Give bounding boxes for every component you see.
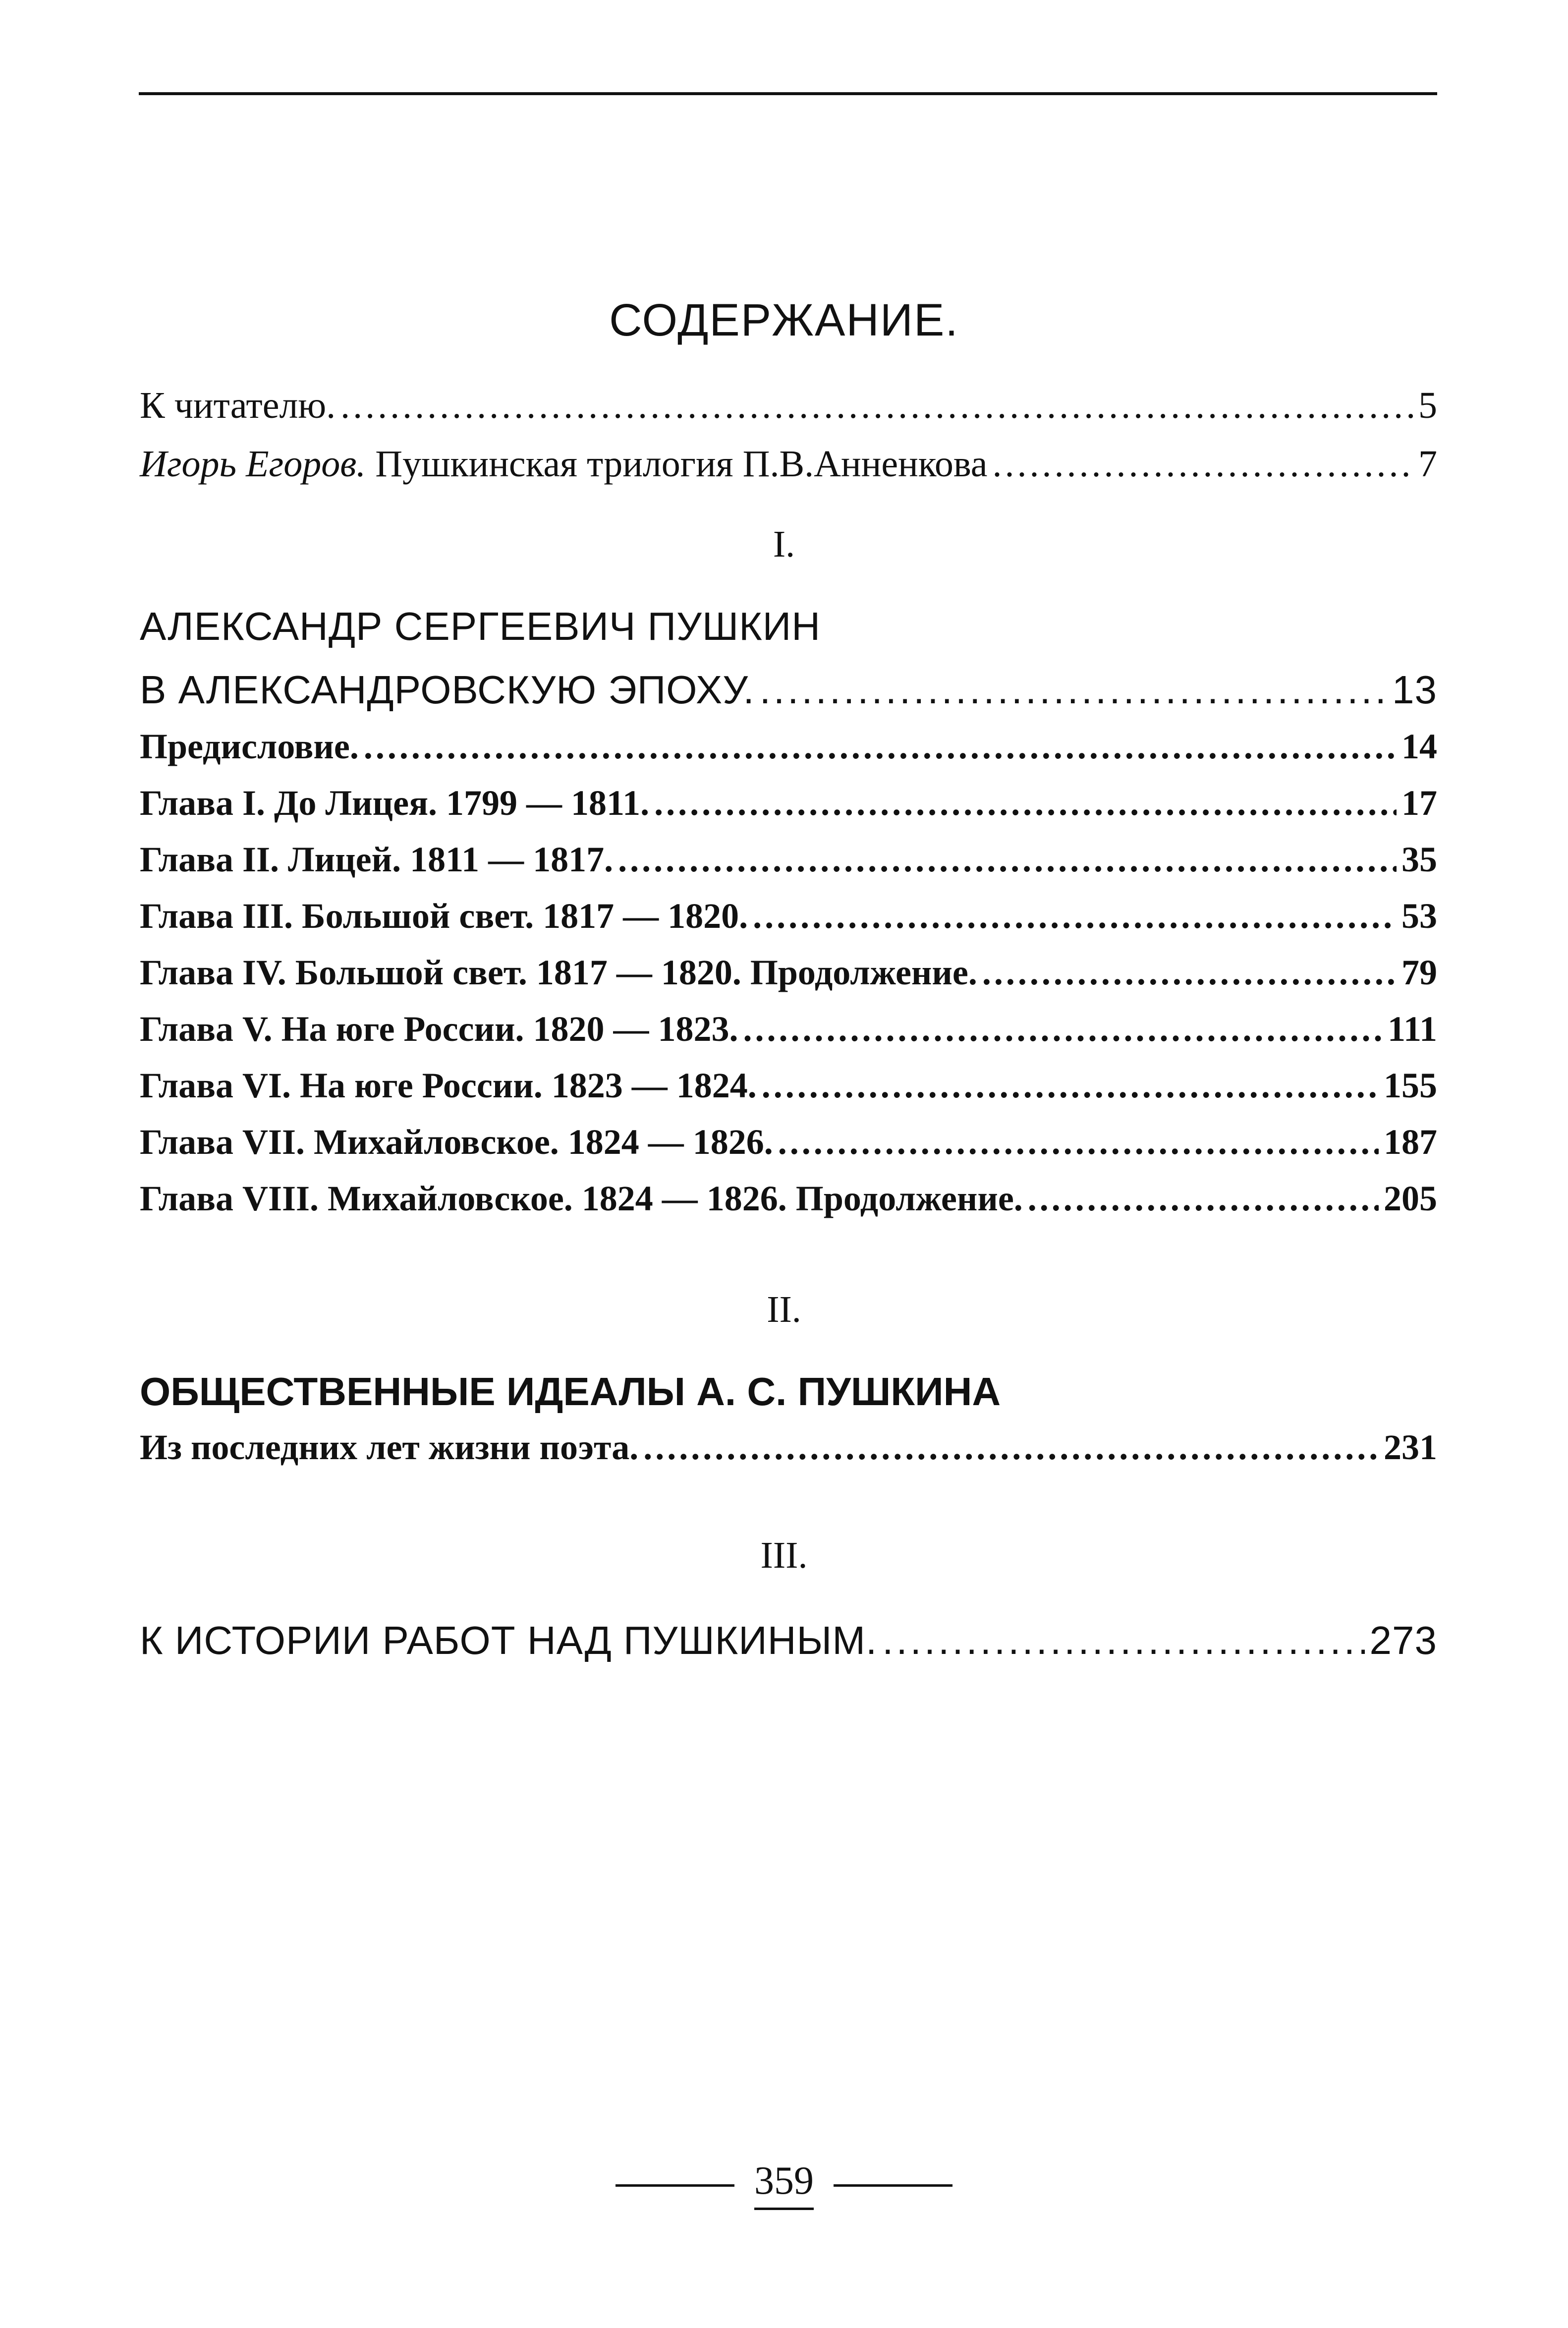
toc-entry-label	[140, 445, 987, 483]
dot-leader	[982, 955, 1397, 990]
part-heading-3	[140, 1618, 1437, 1662]
toc-entry-page: 205	[1384, 1179, 1437, 1218]
toc-entry-chapter-8	[140, 1181, 1437, 1216]
toc-entry-page: 155	[1384, 1066, 1437, 1105]
dot-leader	[643, 1429, 1379, 1465]
part-heading-1-line2	[140, 670, 1437, 710]
dot-leader	[760, 670, 1387, 710]
page-number: 359	[754, 2161, 814, 2210]
dot-leader	[762, 1068, 1379, 1103]
toc-entry-chapter-1	[140, 785, 1437, 821]
toc-entry-author: Игорь Егоров.	[140, 443, 366, 485]
toc-entry-label: К ИСТОРИИ РАБОТ НАД ПУШКИНЫМ.	[140, 1618, 878, 1662]
toc-entry-page: 231	[1384, 1427, 1437, 1467]
page-title: СОДЕРЖАНИЕ.	[609, 295, 959, 345]
toc-entry-page: 53	[1401, 896, 1437, 936]
toc-entry-page: 5	[1418, 385, 1437, 426]
dot-leader	[882, 1621, 1364, 1660]
toc-entry-label: Глава VII. Михайловское. 1824 — 1826.	[140, 1122, 773, 1162]
toc-entry-chapter-4	[140, 955, 1437, 990]
toc-entry-page: 14	[1401, 727, 1437, 766]
dot-leader	[753, 898, 1397, 934]
dot-leader	[1028, 1181, 1379, 1216]
toc-entry-label: Предисловие.	[140, 727, 359, 766]
toc-entry-title: Пушкинская трилогия П.В.Анненкова	[366, 443, 988, 485]
toc-entry-preface	[140, 729, 1437, 764]
page-footer	[0, 2161, 1568, 2210]
footer-rule-right	[834, 2184, 952, 2187]
toc-entry-label: Из последних лет жизни поэта.	[140, 1427, 639, 1467]
part-numeral-1: I.	[773, 523, 795, 565]
toc-entry-chapter-7	[140, 1124, 1437, 1160]
toc-entry-page: 35	[1401, 840, 1437, 879]
toc-entry-chapter-3	[140, 898, 1437, 934]
dot-leader	[743, 1011, 1382, 1047]
toc-entry-label: Глава VIII. Михайловское. 1824 — 1826. Продолжение.	[140, 1179, 1023, 1218]
part-numeral-2: II.	[767, 1289, 801, 1330]
toc-entry-label: Глава VI. На юге России. 1823 — 1824.	[140, 1066, 757, 1105]
toc-entry-last-years	[140, 1429, 1437, 1465]
toc-entry-page: 7	[1418, 443, 1437, 485]
dot-leader	[654, 785, 1397, 821]
part-heading-1-line1: АЛЕКСАНДР СЕРГЕЕВИЧ ПУШКИН	[140, 604, 821, 648]
toc-entry-label: Глава V. На юге России. 1820 — 1823.	[140, 1009, 738, 1049]
toc-entry-label: В АЛЕКСАНДРОВСКУЮ ЭПОХУ.	[140, 668, 755, 712]
toc-entry-label: К читателю.	[140, 385, 336, 426]
toc-entry-chapter-2	[140, 842, 1437, 877]
toc-entry-label: Глава II. Лицей. 1811 — 1817.	[140, 840, 614, 879]
toc-entry-label: Глава III. Большой свет. 1817 — 1820.	[140, 896, 748, 936]
toc-entry-page: 17	[1401, 783, 1437, 823]
toc-entry-page: 273	[1369, 1618, 1437, 1662]
part-heading-2: ОБЩЕСТВЕННЫЕ ИДЕАЛЫ А. С. ПУШКИНА	[140, 1369, 1001, 1414]
dot-leader	[364, 729, 1397, 764]
part-numeral-3: III.	[760, 1534, 808, 1576]
toc-entry-to-reader	[140, 387, 1437, 424]
footer-rule-left	[616, 2184, 734, 2187]
top-rule	[139, 92, 1437, 95]
toc-entry-page: 187	[1384, 1122, 1437, 1162]
toc-entry-label: Глава IV. Большой свет. 1817 — 1820. Продолжение.	[140, 953, 977, 992]
dot-leader	[778, 1124, 1379, 1160]
toc-entry-chapter-6	[140, 1068, 1437, 1103]
dot-leader	[992, 445, 1413, 483]
toc-entry-page: 13	[1392, 668, 1437, 712]
toc-entry-page: 79	[1401, 953, 1437, 992]
toc-entry-page: 111	[1387, 1009, 1437, 1049]
toc-entry-chapter-5	[140, 1011, 1437, 1047]
toc-entry-egorov	[140, 445, 1437, 483]
toc-entry-label: Глава I. До Лицея. 1799 — 1811.	[140, 783, 650, 823]
dot-leader	[340, 387, 1413, 424]
dot-leader	[618, 842, 1397, 877]
